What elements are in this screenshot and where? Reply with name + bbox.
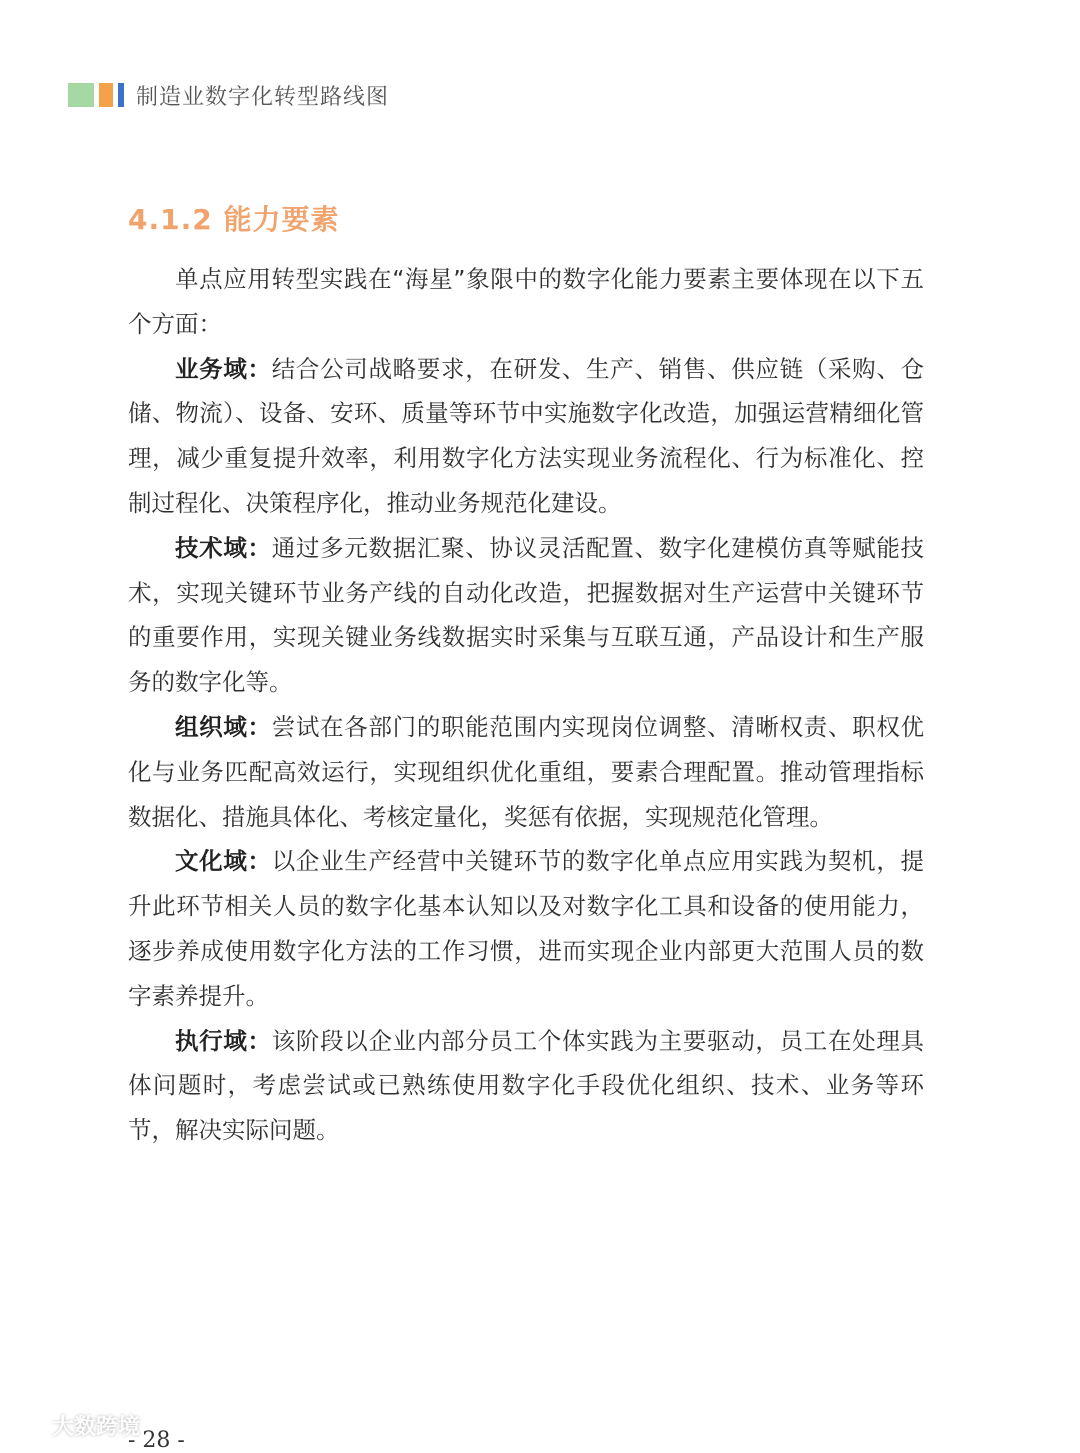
execution-domain-text: 该阶段以企业内部分员工个体实践为主要驱动，员工在处理具体问题时，考虑尝试或已熟练使用数字化手段优化组织、技术、业务等环节，解决实际问题。 — [128, 1026, 925, 1145]
watermark — [8, 1410, 140, 1441]
section-title: 4.1.2 能力要素 — [128, 203, 340, 236]
culture-domain-label: 文化域： — [175, 847, 272, 876]
intro-paragraph — [128, 257, 924, 347]
business-domain-label: 业务域： — [175, 354, 272, 383]
watermark-text: 大数跨境 — [52, 1415, 141, 1440]
header-orange-block — [99, 83, 113, 107]
organization-domain-label: 组织域： — [175, 712, 272, 741]
technology-domain-text: 通过多元数据汇聚、协议灵活配置、数字化建模仿真等赋能技术，实现关键环节业务产线的自动化改造，把握数据对生产运营中关键环节的重要作用，实现关键业务线数据实时采集与互联互通，产品设计和生产服务的数字化等。 — [128, 533, 925, 697]
header-green-block — [68, 83, 94, 107]
paragraph-culture-domain — [128, 839, 924, 1018]
organization-domain-text: 尝试在各部门的职能范围内实现岗位调整、清晰权责、职权优化与业务匹配高效运行，实现组织优化重组，要素合理配置。推动管理指标数据化、措施具体化、考核定量化，奖惩有依据，实现规范化管理。 — [128, 712, 925, 831]
intro-text: 单点应用转型实践在“海星”象限中的数字化能力要素主要体现在以下五个方面： — [128, 265, 924, 338]
watermark-logo-icon — [8, 1412, 48, 1440]
header-title: 制造业数字化转型路线图 — [136, 84, 390, 110]
paragraph-organization-domain — [128, 705, 924, 839]
culture-domain-text: 以企业生产经营中关键环节的数字化单点应用实践为契机，提升此环节相关人员的数字化基本认知以及对数字化工具和设备的使用能力，逐步养成使用数字化方法的工作习惯，进而实现企业内部更大范围人员的数字素养提升。 — [128, 847, 925, 1010]
execution-domain-label: 执行域： — [175, 1026, 272, 1055]
header-blue-bar — [118, 83, 124, 107]
paragraph-technology-domain — [128, 526, 924, 705]
paragraph-business-domain — [128, 347, 924, 526]
paragraph-execution-domain — [128, 1019, 924, 1153]
page-number: - 28 - — [128, 1428, 185, 1453]
body-text — [128, 257, 924, 1153]
running-header — [68, 80, 389, 110]
technology-domain-label: 技术域： — [175, 533, 272, 562]
business-domain-text: 结合公司战略要求，在研发、生产、销售、供应链（采购、仓储、物流）、设备、安环、质量等环节中实施数字化改造，加强运营精细化管理，减少重复提升效率，利用数字化方法实现业务流程化、行为标准化、控制过程化、决策程序化，推动业务规范化建设。 — [128, 354, 925, 517]
